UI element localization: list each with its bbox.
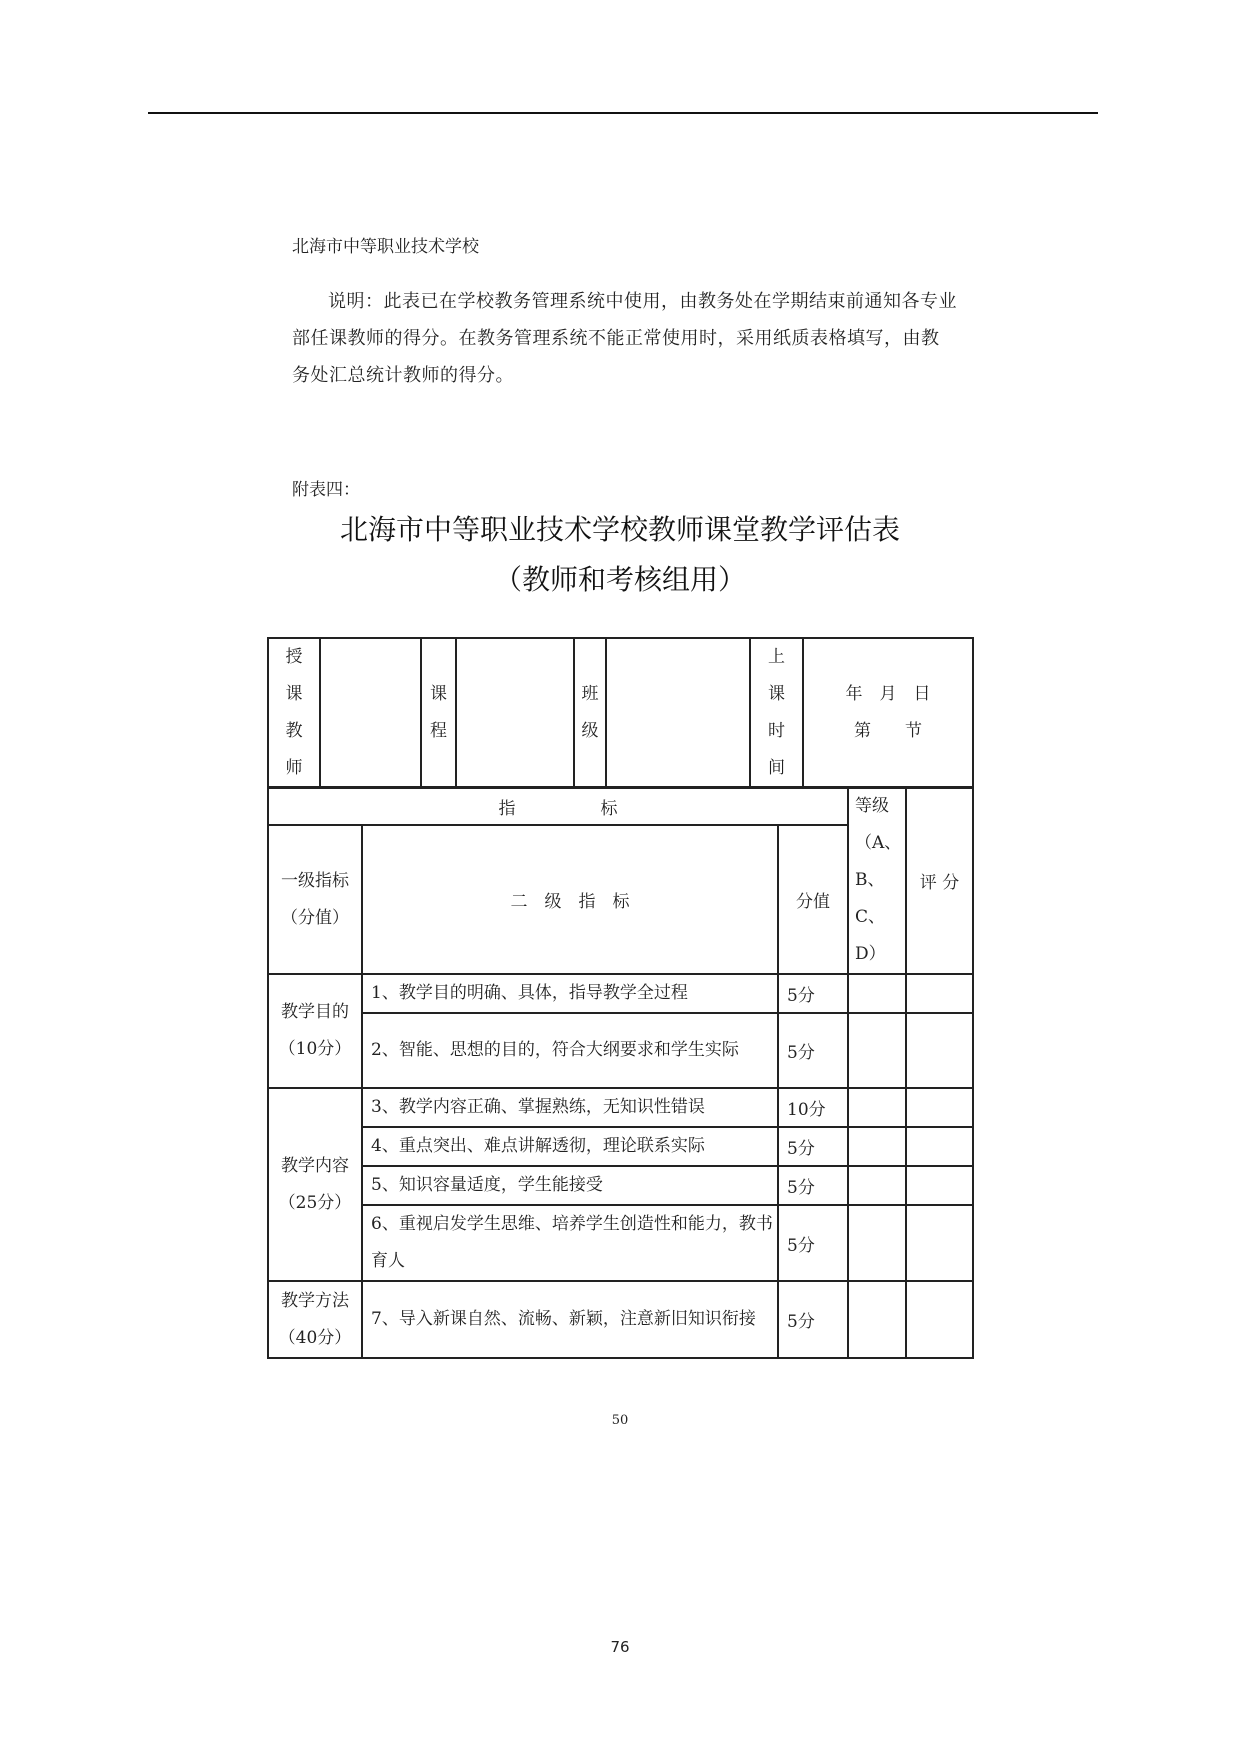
table-row xyxy=(268,974,973,1013)
inner-page-number: 50 xyxy=(611,1413,629,1428)
points-cell: 5分 xyxy=(778,1127,848,1166)
grade-cell[interactable] xyxy=(848,1127,906,1166)
table-row xyxy=(268,1205,973,1281)
school-name: 北海市中等职业技术学校 xyxy=(292,237,479,257)
points-header: 分值 xyxy=(778,825,848,974)
evaluation-table xyxy=(267,786,974,1359)
points-cell: 10分 xyxy=(778,1088,848,1127)
level2-indicator: 5、知识容量适度，学生能接受 xyxy=(362,1166,778,1205)
course-field[interactable] xyxy=(456,638,574,788)
grade-cell[interactable] xyxy=(848,1013,906,1088)
class-field[interactable] xyxy=(606,638,750,788)
course-label: 课程 xyxy=(430,684,447,741)
level2-indicator: 3、教学内容正确、掌握熟练，无知识性错误 xyxy=(362,1088,778,1127)
time-label: 上课时间 xyxy=(768,647,785,778)
date-line: 年 月 日 xyxy=(845,684,931,704)
level2-indicator: 4、重点突出、难点讲解透彻，理论联系实际 xyxy=(362,1127,778,1166)
score-cell[interactable] xyxy=(906,1013,973,1088)
teacher-label: 授课教师 xyxy=(285,647,303,778)
period-line: 第 节 xyxy=(854,721,922,741)
score-cell[interactable] xyxy=(906,1127,973,1166)
table-row xyxy=(268,1127,973,1166)
note-paragraph: 说明：此表已在学校教务管理系统中使用，由教务处在学期结束前通知各专业部任课教师的得分。在教务管理系统不能正常使用时，采用纸质表格填写，由教务处汇总统计教师的得分。 xyxy=(292,291,957,386)
points-cell: 5分 xyxy=(778,1281,848,1358)
table-row xyxy=(268,1281,973,1358)
score-header: 评 分 xyxy=(906,787,973,974)
grade-cell[interactable] xyxy=(848,1166,906,1205)
appendix-label: 附表四： xyxy=(292,480,360,500)
table-row xyxy=(268,1013,973,1088)
level2-indicator: 1、教学目的明确、具体，指导教学全过程 xyxy=(362,974,778,1013)
time-field[interactable] xyxy=(803,638,973,788)
level2-indicator: 2、智能、思想的目的，符合大纲要求和学生实际 xyxy=(362,1013,778,1088)
level2-header: 二 级 指 标 xyxy=(362,825,778,974)
points-cell: 5分 xyxy=(778,974,848,1013)
points-cell: 5分 xyxy=(778,1166,848,1205)
score-cell[interactable] xyxy=(906,1166,973,1205)
score-cell[interactable] xyxy=(906,1281,973,1358)
class-label: 班级 xyxy=(581,684,599,741)
score-cell[interactable] xyxy=(906,974,973,1013)
points-cell: 5分 xyxy=(778,1013,848,1088)
table-row xyxy=(268,1166,973,1205)
level1-indicator: 教学目的（10分） xyxy=(268,974,362,1088)
grade-cell[interactable] xyxy=(848,1205,906,1281)
level1-indicator: 教学方法（40分） xyxy=(268,1281,362,1358)
indicator-header: 指 标 xyxy=(268,787,848,825)
grade-header: 等级（A、B、C、D） xyxy=(848,787,906,974)
grade-cell[interactable] xyxy=(848,1088,906,1127)
table-row xyxy=(268,1088,973,1127)
info-table xyxy=(267,637,974,789)
teacher-field[interactable] xyxy=(320,638,421,788)
level1-header: 一级指标（分值） xyxy=(268,825,362,974)
level2-indicator: 6、重视启发学生思维、培养学生创造性和能力，教书育人 xyxy=(362,1205,778,1281)
form-title: 北海市中等职业技术学校教师课堂教学评估表 xyxy=(339,513,900,546)
score-cell[interactable] xyxy=(906,1088,973,1127)
level1-indicator: 教学内容（25分） xyxy=(268,1088,362,1281)
score-cell[interactable] xyxy=(906,1205,973,1281)
grade-cell[interactable] xyxy=(848,974,906,1013)
form-subtitle: （教师和考核组用） xyxy=(493,563,746,596)
points-cell: 5分 xyxy=(778,1205,848,1281)
grade-cell[interactable] xyxy=(848,1281,906,1358)
header-rule xyxy=(148,112,1098,114)
page-number: 76 xyxy=(610,1638,630,1656)
level2-indicator: 7、导入新课自然、流畅、新颖，注意新旧知识衔接 xyxy=(362,1281,778,1358)
